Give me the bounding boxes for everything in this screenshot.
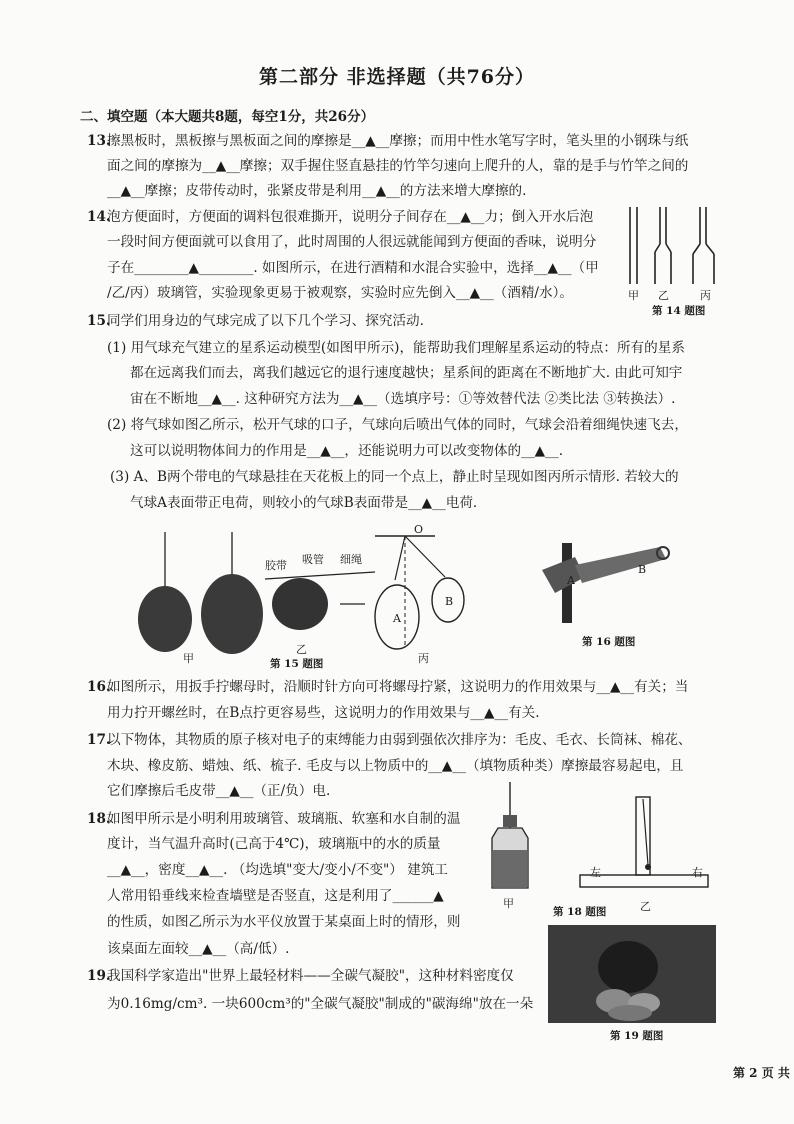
fig15-label-straw: 吸管 <box>302 553 324 566</box>
q13-line: __▲__摩擦；皮带传动时，张紧皮带是利用__▲__的方法来增大摩擦的. <box>107 183 527 199</box>
fig15-label-bing: 丙 <box>418 652 429 665</box>
q15-line: (2) 将气球如图乙所示，松开气球的口子，气球向后喷出气体的同时，气球会沿着细绳快速飞去， <box>107 417 688 433</box>
q19-number: 19. <box>87 968 111 984</box>
q15-line: 气球A表面带正电荷，则较小的气球B表面带是__▲__电荷. <box>130 495 478 511</box>
q16-number: 16. <box>87 679 111 695</box>
q14-line: /乙/丙）玻璃管，实验现象更易于被观察，实验时应先倒入__▲__（酒精/水）。 <box>107 285 573 301</box>
fig14-label-jia: 甲 <box>628 289 639 302</box>
fig16-wrench <box>520 535 680 630</box>
q14-line: 泡方便面时，方便面的调料包很难撕开，说明分子间存在__▲__力；倒入开水后泡 <box>107 209 594 225</box>
q18-line: 该桌面左面较__▲__（高/低）. <box>107 941 290 957</box>
fig15-label-jia: 甲 <box>183 652 194 665</box>
fig15-label-b: B <box>445 595 454 608</box>
fig18-caption: 第 18 题图 <box>553 906 607 918</box>
q15-line: 宙在不断地__▲__. 这种研究方法为__▲__（选填序号：①等效替代法 ②类比法 ③转换法）. <box>130 391 676 407</box>
fig15-label-o: O <box>414 523 424 536</box>
fig15-label-yi: 乙 <box>296 643 307 656</box>
q13-line: 擦黑板时，黑板擦与黑板面之间的摩擦是__▲__摩擦；而用中性水笔写字时，笔头里的小钢珠与纸 <box>107 133 689 149</box>
fig14-tubes <box>618 202 728 297</box>
fig19-photo <box>548 925 716 1023</box>
q14-line: 子在________▲________. 如图所示，在进行酒精和水混合实验中，选择__▲__（甲 <box>107 260 599 276</box>
q19-line: 为0.16mg/cm³. 一块600cm³的"全碳气凝胶"制成的"碳海绵"放在一朵 <box>107 996 534 1012</box>
q18-line: 人常用铅垂线来检查墙壁是否竖直，这是利用了______▲ <box>107 888 444 904</box>
q19-line: 我国科学家造出"世界上最轻材料——全碳气凝胶"，这种材料密度仅 <box>107 968 514 984</box>
q15-line: (3) A、B两个带电的气球悬挂在天花板上的同一个点上，静止时呈现如图丙所示情形. 若较大的 <box>110 469 679 485</box>
q13-line: 面之间的摩擦为__▲__摩擦；双手握住竖直悬挂的竹竿匀速向上爬升的人，靠的是手与竹竿之间的 <box>107 158 689 174</box>
q18-line: __▲__，密度__▲__. （均选填"变大/变小/不变"） 建筑工 <box>107 862 449 878</box>
fig16-caption: 第 16 题图 <box>582 636 636 648</box>
q18-number: 18. <box>87 811 111 827</box>
q17-line: 以下物体，其物质的原子核对电子的束缚能力由弱到强依次排序为：毛皮、毛衣、长筒袜、棉花、 <box>107 732 692 748</box>
fig18-label-yi: 乙 <box>640 900 651 913</box>
q18-line: 如图甲所示是小明利用玻璃管、玻璃瓶、软塞和水自制的温 <box>107 811 461 827</box>
fig14-label-bing: 丙 <box>700 289 711 302</box>
q17-line: 它们摩擦后毛皮带__▲__（正/负）电. <box>107 783 331 799</box>
fig18-label-right: 右 <box>692 866 703 879</box>
q16-line: 用力拧开螺丝时，在B点拧更容易些，这说明力的作用效果与__▲__有关. <box>107 705 540 721</box>
page-title: 第二部分 非选择题（共76分） <box>258 66 536 88</box>
q15-number: 15. <box>87 313 111 329</box>
q18-line: 的性质，如图乙所示为水平仪放置于某桌面上时的情形，则 <box>107 914 461 930</box>
q18-line: 度计，当气温升高时(己高于4℃)，玻璃瓶中的水的质量 <box>107 836 441 852</box>
fig19-caption: 第 19 题图 <box>610 1030 664 1042</box>
q13-number: 13. <box>87 133 111 149</box>
fig15-caption: 第 15 题图 <box>270 658 324 670</box>
q15-line: (1) 用气球充气建立的星系运动模型(如图甲所示)，能帮助我们理解星系运动的特点：所有的星系 <box>107 340 685 356</box>
q14-number: 14. <box>87 209 111 225</box>
page-number: 第 2 页 共 <box>733 1066 790 1080</box>
fig18-thermometer-bottle <box>488 780 548 900</box>
fig14-label-yi: 乙 <box>658 289 669 302</box>
fig15-label-a: A <box>393 612 401 625</box>
q15-line: 同学们用身边的气球完成了以下几个学习、探究活动. <box>107 313 424 329</box>
q15-line: 都在远离我们而去，离我们越远它的退行速度越快；星系间的距离在不断地扩大. 由此可知宇 <box>130 365 683 381</box>
q16-line: 如图所示，用扳手拧螺母时，沿顺时针方向可将螺母拧紧，这说明力的作用效果与__▲__有关；当 <box>107 679 689 695</box>
fig18-label-jia: 甲 <box>503 897 514 910</box>
fig14-caption: 第 14 题图 <box>652 305 706 317</box>
q14-line: 一段时间方便面就可以食用了，此时周围的人很远就能闻到方便面的香味，说明分 <box>107 234 597 250</box>
fig18-label-left: 左 <box>590 866 601 879</box>
q15-line: 这可以说明物体间力的作用是__▲__，还能说明力可以改变物体的__▲__. <box>130 443 564 459</box>
fig15-label-tape: 胶带 <box>265 559 287 572</box>
q17-number: 17. <box>87 732 111 748</box>
fig15-label-rope: 细绳 <box>340 553 362 566</box>
section-heading: 二、填空题（本大题共8题，每空1分，共26分） <box>80 109 375 125</box>
fig16-label-a: A <box>567 574 575 587</box>
q17-line: 木块、橡皮筋、蜡烛、纸、梳子. 毛皮与以上物质中的__▲__（填物质种类）摩擦最容易起电，且 <box>107 758 684 774</box>
fig16-label-b: B <box>638 563 647 576</box>
